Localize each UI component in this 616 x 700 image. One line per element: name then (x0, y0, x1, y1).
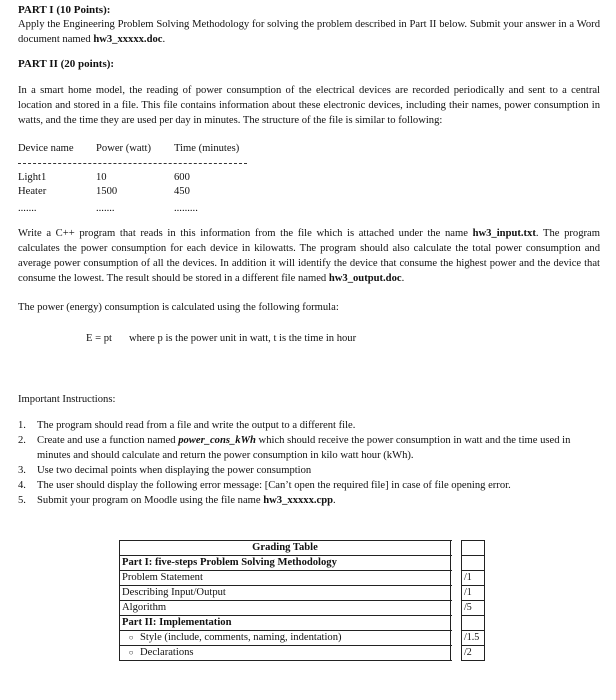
sample-header-time: Time (minutes) (174, 143, 240, 154)
instruction-item (18, 418, 600, 433)
sample-header-power: Power (watt) (96, 143, 152, 154)
program-text-3: . (401, 273, 405, 285)
submission-filename: hw3_xxxxx.cpp (263, 495, 334, 507)
bullet-icon: ○ (128, 648, 134, 657)
sample-row2-device: Heater (18, 186, 47, 197)
instructions-list (18, 418, 600, 508)
grading-row-score: /1.5 (462, 631, 485, 646)
grading-part2-heading-row (120, 616, 485, 631)
program-description (18, 226, 600, 286)
sample-row2-time: 450 (174, 186, 190, 197)
instruction-number: 1. (18, 420, 26, 431)
part1-text (18, 17, 600, 47)
grading-row (120, 631, 485, 646)
grading-gap-cell (451, 571, 462, 586)
grading-row (120, 571, 485, 586)
instruction-number: 4. (18, 480, 26, 492)
grading-row-label (120, 646, 451, 661)
instruction-item (18, 433, 600, 463)
grading-table (119, 540, 485, 661)
sample-row1-time: 600 (174, 172, 190, 183)
input-filename: hw3_input.txt (472, 228, 536, 239)
grading-score-cell (462, 616, 485, 631)
grading-row-score: /5 (462, 601, 485, 616)
grading-row-score: /1 (462, 586, 485, 601)
grading-row (120, 601, 485, 616)
instructions-heading: Important Instructions: (18, 394, 116, 405)
program-text-1: Write a C++ program that reads in this information from the file which is attached under the name (18, 228, 473, 239)
sample-row1-device: Light1 (18, 172, 47, 183)
output-filename: hw3_output.doc (328, 273, 402, 285)
grading-score-cell (462, 541, 485, 556)
grading-row-label-text: Style (include, comments, naming, indentation) (140, 632, 342, 643)
instruction-text: Use two decimal points when displaying the power consumption (37, 465, 312, 477)
grading-row-label: Problem Statement (120, 571, 451, 586)
sample-row1-power: 10 (96, 172, 107, 183)
grading-gap-cell (451, 631, 462, 646)
grading-table-title: Grading Table (120, 541, 451, 556)
grading-part1-heading-row (120, 556, 485, 571)
sample-dots-device: ....... (18, 203, 37, 214)
part2-title: PART II (20 points): (18, 58, 115, 70)
grading-row (120, 586, 485, 601)
sample-row2-power: 1500 (96, 186, 118, 197)
part1-text-body: Apply the Engineering Problem Solving Methodology for solving the problem described in Part II below. Submit your answer in a Word document named (18, 19, 600, 46)
function-name: power_cons_kWh (178, 435, 256, 447)
grading-row-score: /1 (462, 571, 485, 586)
grading-gap-cell (451, 616, 462, 631)
instruction-number: 3. (18, 465, 26, 477)
grading-row (120, 646, 485, 661)
sample-header-device: Device name (18, 143, 74, 154)
grading-row-label (120, 631, 451, 646)
grading-row-label-text: Declarations (140, 647, 194, 658)
instruction-text: The user should display the following error message: [Can’t open the required file] in case of file opening error. (37, 480, 511, 492)
instruction-text-end: . (333, 495, 336, 507)
part1-text-end: . (162, 34, 166, 46)
part1-title: PART I (10 Points): (18, 4, 111, 16)
sample-dots-time: ......... (174, 203, 198, 214)
instruction-text: The program should read from a file and write the output to a different file. (37, 420, 356, 431)
grading-row-label: Algorithm (120, 601, 451, 616)
instruction-text: Submit your program on Moodle using the file name (37, 495, 264, 507)
instruction-text: Create and use a function named (37, 435, 179, 447)
program-text-2: . The program calculates the power consumption for each device in kilowatts. The program should also calculate the total power consumption and average power consumption of all the devices. In addition it will identify the device that consume the highest power and the device that consume the lowest. The result should be stored in a different file named (18, 228, 600, 285)
sample-dots-power: ....... (96, 203, 115, 214)
grading-gap-cell (451, 541, 462, 556)
grading-row-label: Describing Input/Output (120, 586, 451, 601)
formula-equation: E = pt (86, 333, 112, 344)
instruction-item (18, 493, 600, 508)
grading-gap-cell (451, 556, 462, 571)
instruction-number: 5. (18, 495, 26, 507)
instruction-item (18, 478, 600, 493)
grading-gap-cell (451, 646, 462, 661)
grading-gap-cell (451, 601, 462, 616)
formula-intro: The power (energy) consumption is calculated using the following formula: (18, 302, 339, 313)
grading-gap-cell (451, 586, 462, 601)
grading-title-row (120, 541, 485, 556)
grading-score-cell (462, 556, 485, 571)
part2-intro: In a smart home model, the reading of power consumption of the electrical devices are recorded periodically and sent to a central location and stored in a file. This file contains information about these electronic devices, including their names, power consumption in watts, and the time they are used per day in minutes. The structure of the file is similar to following: (18, 85, 600, 127)
grading-row-score: /2 (462, 646, 485, 661)
part1-filename: hw3_xxxxx.doc (93, 34, 163, 46)
grading-part2-heading: Part II: Implementation (120, 616, 451, 631)
instruction-item (18, 463, 600, 478)
bullet-icon: ○ (128, 633, 134, 642)
sample-divider (18, 163, 247, 164)
formula-description: where p is the power unit in watt, t is the time in hour (129, 333, 357, 344)
grading-part1-heading: Part I: five-steps Problem Solving Methodology (120, 556, 451, 571)
instruction-text-cont: which should receive the power consumption in watt and the time used in minutes and should calculate and return the power consumption in kilo watt hour (kWh). (37, 435, 571, 462)
instruction-number: 2. (18, 435, 26, 447)
